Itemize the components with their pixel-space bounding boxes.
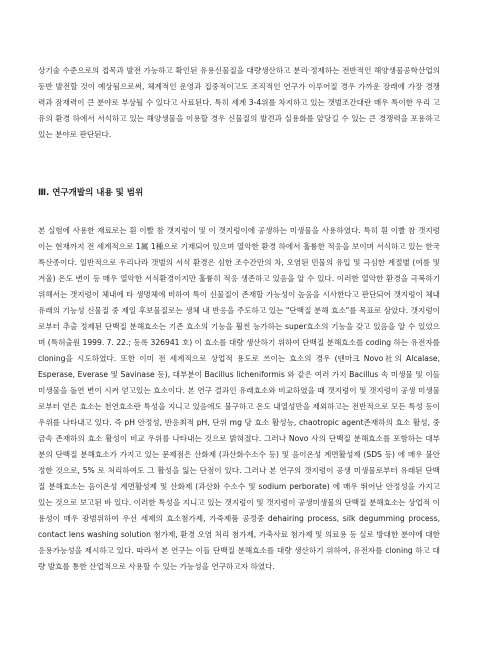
paragraph-body: 본 실험에 사용한 재료로는 흰 이빨 참 갯지렁이 및 이 갯지렁이에 공생하는 미생물을 사용하였다. 특히 흰 이빨 참 갯지렁이는 현재까지 전 세계적으로 1属 1種으로 기재되어 있으며 열악한 환경 하에서 훌륭한 적응을 보이며 서식하고 있는 한국 특산종이다. 일반적으로 우리나라 갯벌의 서식 환경은 심한 조수간만의 차, 오염된 민물의 유입 및 극심한 계절별 (여름 및 겨울) 온도 변이 등 매우 열악한 서식환경이지만 훌륭히 적응 생존하고 있음을 알 수 있다. 이러한 열악한 환경을 극복하기 위해서는 갯지렁이 체내에 타 생명체에 비하여 특이 신물질이 존재할 가능성이 높음을 시사한다고 판단되어 갯지렁이 체내 유래의 기능성 신물질 중 제일 후보물질로는 생체 내 반응을 주도하고 있는 "단백질 분해 효소"를 목표로 삼았다. 갯지렁이로부터 추출 정제된 단백질 분해효소는 기존 효소의 기능을 훨씬 능가하는 super효소의 기능을 갖고 있음을 알 수 있었으며 (특허출원 1999. 7. 22.; 등록 326941 호) 이 효소를 대량 생산하기 위하여 단백질 분해효소를 coding 하는 유전자를 cloning을 시도하였다. 또한 이미 전 세계적으로 상업적 용도로 쓰이는 효소의 경우 (덴마크 Novo社의 Alcalase, Esperase, Everase 및 Savinase 등), 대부분이 Bacillus licheniformis 와 같은 여러 가지 Bacillus 속 미생물 및 이들 미생물을 돌연 변이 시켜 얻고있는 효소이다. 본 연구 결과인 유래효소와 비교하였을 때 갯지렁이 및 갯지렁이 공생 미생물로부터 얻은 효소는 천연효소란 특성을 지니고 있음에도 불구하고 온도 내열성만을 제외하고는 전반적으로 모든 특성 등이 우위를 나타내고 있다. 즉 pH 안정성, 반응최적 pH, 단위 mg 당 효소 활성능, chaotropic agent존재하의 효소 활성, 중금속 존재하의 효소 활성이 비교 우위를 나타내는 것으로 밝혀졌다. 그러나 Novo 사의 단백질 분해효소를 포함하는 대부분의 단백질 분해효소가 가지고 있는 문제점은 산화제 (과산화수소수 등) 및 음이온성 계면활성제 (SDS 등) 에 매우 불안정한 것으로, 5% 로 처리하여도 그 활성을 잃는 단점이 있다. 그러나 본 연구의 갯지렁이 공생 미생물로부터 유래된 단백질 분해효소는 음이온성 계면활성제 및 산화제 (과산화 수소수 및 sodium perborate) 에 매우 뛰어난 안정성을 가지고 있는 것으로 보고된 바 있다. 이러한 특성을 지니고 있는 갯지렁이 및 갯지렁이 공생미생물의 단백질 분해효소는 상업적 이용성이 매우 광범위하여 우선 세제의 효소첨가제, 가죽제품 공정중 dehairing process, silk degumming process, contact lens washing solution 첨가제, 환경 오염 처리 첨가제, 가축사료 첨가제 및 의료용 등 실로 방대한 분야에 대한 응용가능성을 제시하고 있다. 따라서 본 연구는 이들 단백질 분해효소를 대량 생산하기 위하여, 유전자를 cloning 하고 대량 발효를 통한 산업적으로 사용할 수 있는 가능성을 연구하고자 하였다. <box>38 226 443 571</box>
section-heading: Ⅲ. 연구개발의 내용 및 범위 <box>38 188 144 198</box>
paragraph-intro: 상기술 수준으로의 접목과 발전 가능하고 확인된 유용신물질을 대량생산하고 분리·정제하는 전반적인 해양생물공학산업의 동반 발전할 것이 예상됨으로써, 체계적인 운영과 집중적이고도 조직적인 연구가 이루어질 경우 가까운 장래에 가장 경쟁력과 잠재력이 큰 분야로 부상될 수 있다고 사료된다. 특히 세계 3-4위를 차지하고 있는 갯벌조간대란 매우 특이한 우리 고유의 환경 하에서 서식하고 있는 해양생물을 이용할 경우 신물질의 발견과 실용화를 앞당길 수 있는 큰 경쟁력을 포용하고 있는 분야로 판단된다. <box>38 66 443 139</box>
